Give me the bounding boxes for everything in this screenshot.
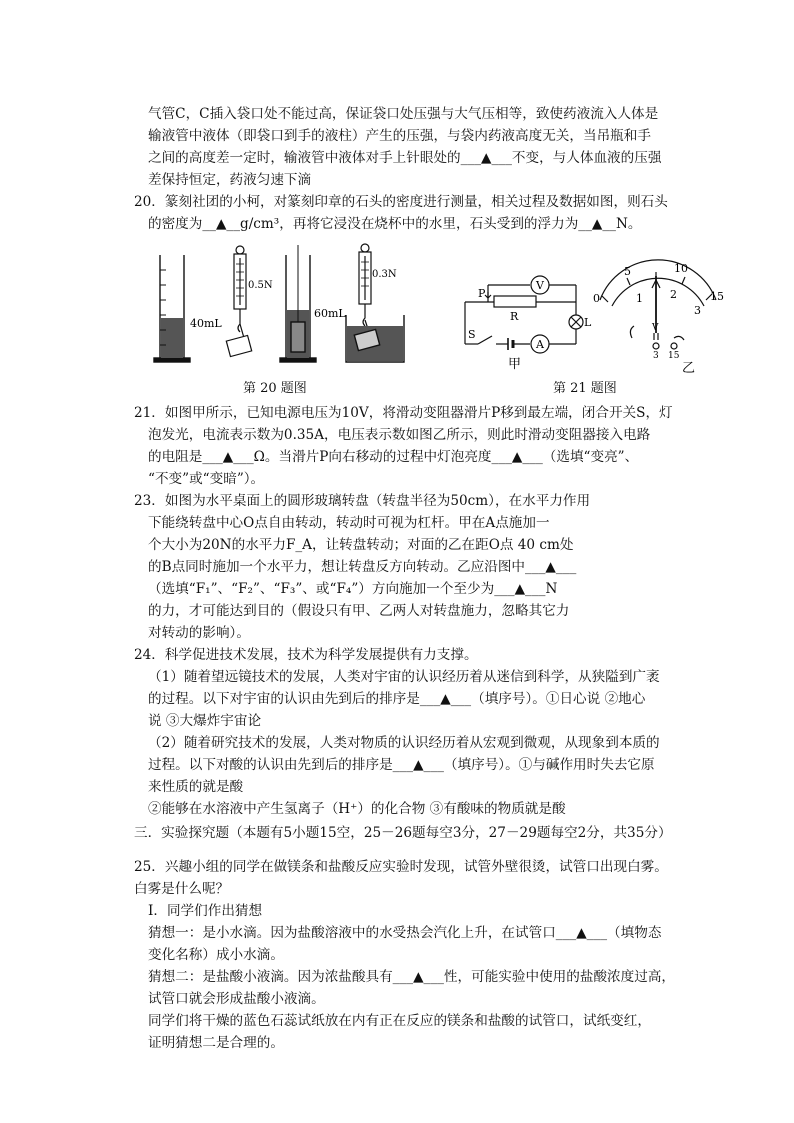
- label-jia: 甲: [508, 357, 522, 372]
- spring-1-reading: 0.5N: [248, 280, 273, 291]
- text-line: 白雾是什么呢？: [134, 881, 230, 897]
- text-line: 个大小为20N的水平力F_A，让转盘转动；对面的乙在距O点 40 cm处: [148, 537, 574, 553]
- spring-scale-2: [359, 244, 371, 332]
- text-line: 差保持恒定，药液匀速下滴: [148, 172, 312, 188]
- cylinder-2-reading: 60mL: [314, 307, 346, 320]
- spring-2-reading: 0.3N: [372, 269, 397, 280]
- text-line: 输液管中液体（即袋口到手的液柱）产生的压强，与袋内药液高度无关，当吊瓶和手: [148, 128, 651, 144]
- text-line: ②能够在水溶液中产生氢离子（H⁺）的化合物 ③有酸味的物质就是酸: [148, 801, 566, 817]
- text-line: 来性质的就是酸: [148, 779, 244, 795]
- dial-mid-2: 2: [670, 288, 677, 301]
- figure-20: [150, 240, 420, 375]
- section-3-heading: 三．实验探究题（本题有5小题15空，25－26题每空3分，27－29题每空2分，共35分）: [134, 825, 672, 841]
- question-23: 23．如图为水平桌面上的圆形玻璃转盘（转盘半径为50cm），在水平力作用: [134, 493, 591, 509]
- text-line: 的B点同时施加一个水平力，想让转盘反方向转动。乙应沿图中___▲___: [148, 559, 577, 575]
- terminal-V: V: [652, 323, 659, 333]
- question-25: 25．兴趣小组的同学在做镁条和盐酸反应实验时发现，试管外壁很烫，试管口出现白雾。: [134, 859, 668, 875]
- text-line: 变化名称）成小水滴。: [148, 947, 284, 963]
- terminal-15: 15: [668, 351, 680, 361]
- text-line: 猜想二：是盐酸小液滴。因为浓盐酸具有___▲___性，可能实验中使用的盐酸浓度过高，: [148, 969, 676, 985]
- label-R: R: [510, 310, 519, 323]
- text-line: “不变”或“变暗”）。: [148, 471, 265, 487]
- cylinder-1-reading: 40mL: [190, 317, 222, 330]
- label-S: S: [468, 328, 476, 341]
- figure-21-caption: 第 21 题图: [553, 381, 617, 396]
- text-line: 说 ③大爆炸宇宙论: [148, 713, 262, 729]
- label-P: P: [478, 287, 486, 300]
- terminal-3: 3: [653, 351, 659, 361]
- dial-left-0: 0: [593, 292, 600, 305]
- label-yi: 乙: [682, 361, 696, 376]
- dial-top-5: 5: [624, 265, 631, 278]
- text-line: （2）随着研究技术的发展，人类对物质的认识经历着从宏观到微观，从现象到本质的: [148, 735, 660, 751]
- text-line: 气管C，C插入袋口处不能过高，保证袋口处压强与大气压相等，致使药液流入人体是: [148, 106, 659, 122]
- dial-mid-1: 1: [636, 292, 643, 305]
- text-line: 试管口就会形成盐酸小液滴。: [148, 991, 325, 1007]
- text-line: 之间的高度差一定时，输液管中液体对手上针眼处的___▲___不变，与人体血液的压强: [148, 150, 662, 166]
- text-line: 下能绕转盘中心O点自由转动，转动时可视为杠杆。甲在A点施加一: [148, 515, 550, 531]
- text-line: 对转动的影响）。: [148, 625, 250, 641]
- figure-21-voltmeter-dial: [590, 258, 730, 376]
- beaker: [346, 315, 404, 362]
- text-line: 猜想一：是小水滴。因为盐酸溶液中的水受热会汽化上升，在试管口___▲___（填物态: [148, 925, 662, 941]
- question-20: 20．篆刻社团的小柯，对篆刻印章的石头的密度进行测量，相关过程及数据如图，则石头: [134, 194, 668, 210]
- question-21: 21．如图甲所示，已知电源电压为10V，将滑动变阻器滑片P移到最左端，闭合开关S，灯: [134, 405, 673, 421]
- measuring-cylinder-2: [280, 245, 316, 362]
- text-line: 证明猜想二是合理的。: [148, 1035, 284, 1051]
- text-line: 过程。以下对酸的认识由先到后的排序是___▲___（填序号）。①与碱作用时失去它原: [148, 757, 655, 773]
- measuring-cylinder-1: [154, 255, 190, 362]
- figure-21-circuit: [450, 262, 600, 374]
- figure-20-caption: 第 20 题图: [243, 381, 307, 396]
- dial-top-10: 10: [674, 262, 688, 275]
- text-line: 的过程。以下对宇宙的认识由先到后的排序是___▲___（填序号）。①日心说 ②地心: [148, 691, 646, 707]
- text-line: （选填“F₁”、“F₂”、“F₃”、或“F₄”）方向施加一个至少为___▲___N: [148, 581, 558, 597]
- text-line: 的密度为__▲__g/cm³，再将它浸没在烧杯中的水里，石头受到的浮力为__▲__N。: [148, 216, 642, 232]
- dial-end-3: 3: [694, 304, 701, 317]
- text-line: 的电阻是___▲___Ω。当滑片P向右移动的过程中灯泡亮度___▲___（选填“变亮”、: [148, 449, 639, 465]
- text-line: 的力，才可能达到目的（假设只有甲、乙两人对转盘施力，忽略其它力: [148, 603, 570, 619]
- text-line: 同学们将干燥的蓝色石蕊试纸放在内有正在反应的镁条和盐酸的试管口，试纸变红，: [148, 1013, 651, 1029]
- spring-scale-1: [226, 246, 251, 357]
- label-A: A: [536, 338, 544, 351]
- dial-right-15: 15: [710, 290, 724, 303]
- label-L: L: [584, 316, 592, 329]
- text-line: （1）随着望远镜技术的发展，人类对宇宙的认识经历着从迷信到科学，从狭隘到广袤: [148, 669, 660, 685]
- text-line: Ⅰ．同学们作出猜想: [148, 903, 263, 919]
- label-V: V: [536, 279, 544, 292]
- text-line: 泡发光，电流表示数为0.35A，电压表示数如图乙所示，则此时滑动变阻器接入电路: [148, 427, 651, 443]
- question-24: 24．科学促进技术发展，技术为科学发展提供有力支撑。: [134, 647, 478, 663]
